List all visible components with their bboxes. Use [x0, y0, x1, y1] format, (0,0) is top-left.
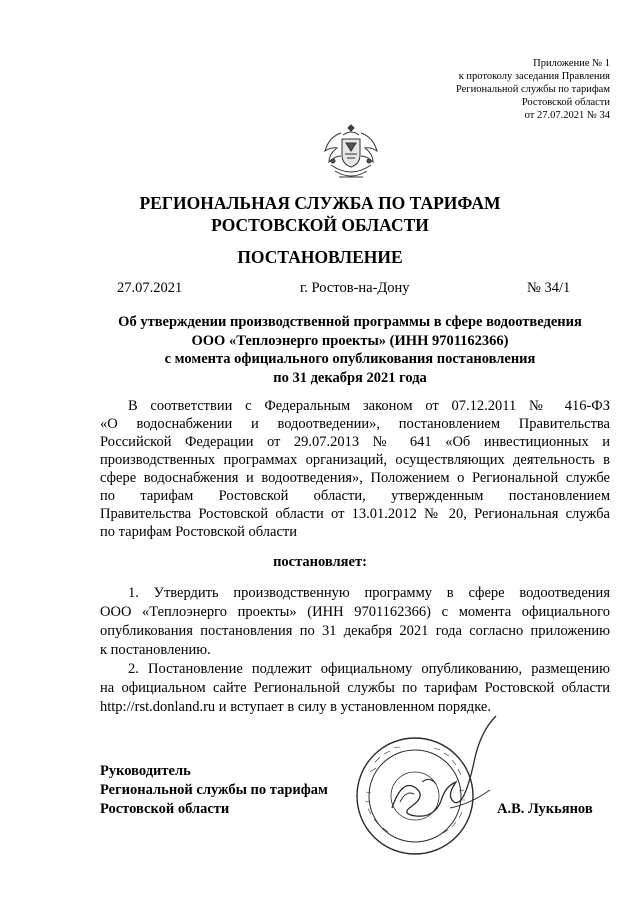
item-line: к постановлению. — [100, 642, 211, 658]
preamble-line: по тарифам Ростовской области — [100, 524, 297, 540]
document-date: 27.07.2021 — [117, 280, 183, 296]
document-subject — [60, 313, 640, 387]
subject-line: по 31 декабря 2021 года — [273, 369, 427, 386]
subject-line: ООО «Теплоэнерго проекты» (ИНН 9701162366) — [191, 332, 509, 349]
item-line: ООО «Теплоэнерго проекты» (ИНН 9701162366) с момента официального — [100, 604, 610, 620]
appendix-line: Ростовской области — [521, 97, 610, 108]
preamble-line: Правительства Ростовской области от 13.01.2012 № 20, Региональная служба — [100, 506, 610, 522]
item-line: 1. Утвердить производственную программу в сфере водоотведения — [128, 585, 610, 601]
round-seal-icon — [330, 712, 520, 872]
signature-title-line: Руководитель — [100, 763, 191, 779]
appendix-note — [456, 57, 610, 122]
signer-name: А.В. Лукьянов — [497, 801, 593, 817]
item-line: 2. Постановление подлежит официальному опубликованию, размещению — [128, 661, 610, 677]
document-number: № 34/1 — [527, 280, 571, 296]
preamble-line: Российской Федерации от 29.07.2013 № 641 «Об инвестиционных и — [100, 434, 610, 450]
preamble-line: сфере водоснабжения и водоотведения», Положением о Региональной службе — [100, 470, 610, 486]
document-city: г. Ростов-на-Дону — [300, 280, 410, 296]
preamble-line: производственных программах организаций, осуществляющих деятельность в — [100, 452, 610, 468]
preamble-line: по тарифам Ростовской области, утвержденным постановлением — [100, 488, 610, 504]
appendix-line: к протоколу заседания Правления — [458, 71, 610, 82]
signature-title — [100, 762, 328, 819]
document-type: ПОСТАНОВЛЕНИЕ — [237, 247, 403, 267]
appendix-line: от 27.07.2021 № 34 — [524, 110, 610, 121]
item-line: на официальном сайте Региональной службы по тарифам Ростовской области — [100, 680, 610, 696]
signature-title-line: Региональной службы по тарифам — [100, 782, 328, 798]
preamble-line: В соответствии с Федеральным законом от 07.12.2011 № 416-ФЗ — [128, 398, 610, 414]
item-line: http://rst.donland.ru и вступает в силу в установленном порядке. — [100, 699, 491, 715]
item-line: опубликования постановления по 31 декабря 2021 года согласно приложению — [100, 623, 610, 639]
appendix-line: Приложение № 1 — [533, 58, 610, 69]
appendix-line: Региональной службы по тарифам — [455, 84, 610, 95]
resolves-heading: постановляет: — [273, 554, 367, 570]
coat-of-arms-icon — [321, 121, 381, 183]
subject-line: с момента официального опубликования постановления — [164, 351, 536, 368]
subject-line: Об утверждении производственной программы в сфере водоотведения — [118, 314, 582, 330]
org-name-line2: РОСТОВСКОЙ ОБЛАСТИ — [211, 215, 429, 235]
org-name-line1: РЕГИОНАЛЬНАЯ СЛУЖБА ПО ТАРИФАМ — [139, 193, 501, 213]
signature-title-line: Ростовской области — [100, 801, 230, 817]
preamble-line: «О водоснабжении и водоотведении», постановлением Правительства — [100, 416, 610, 432]
